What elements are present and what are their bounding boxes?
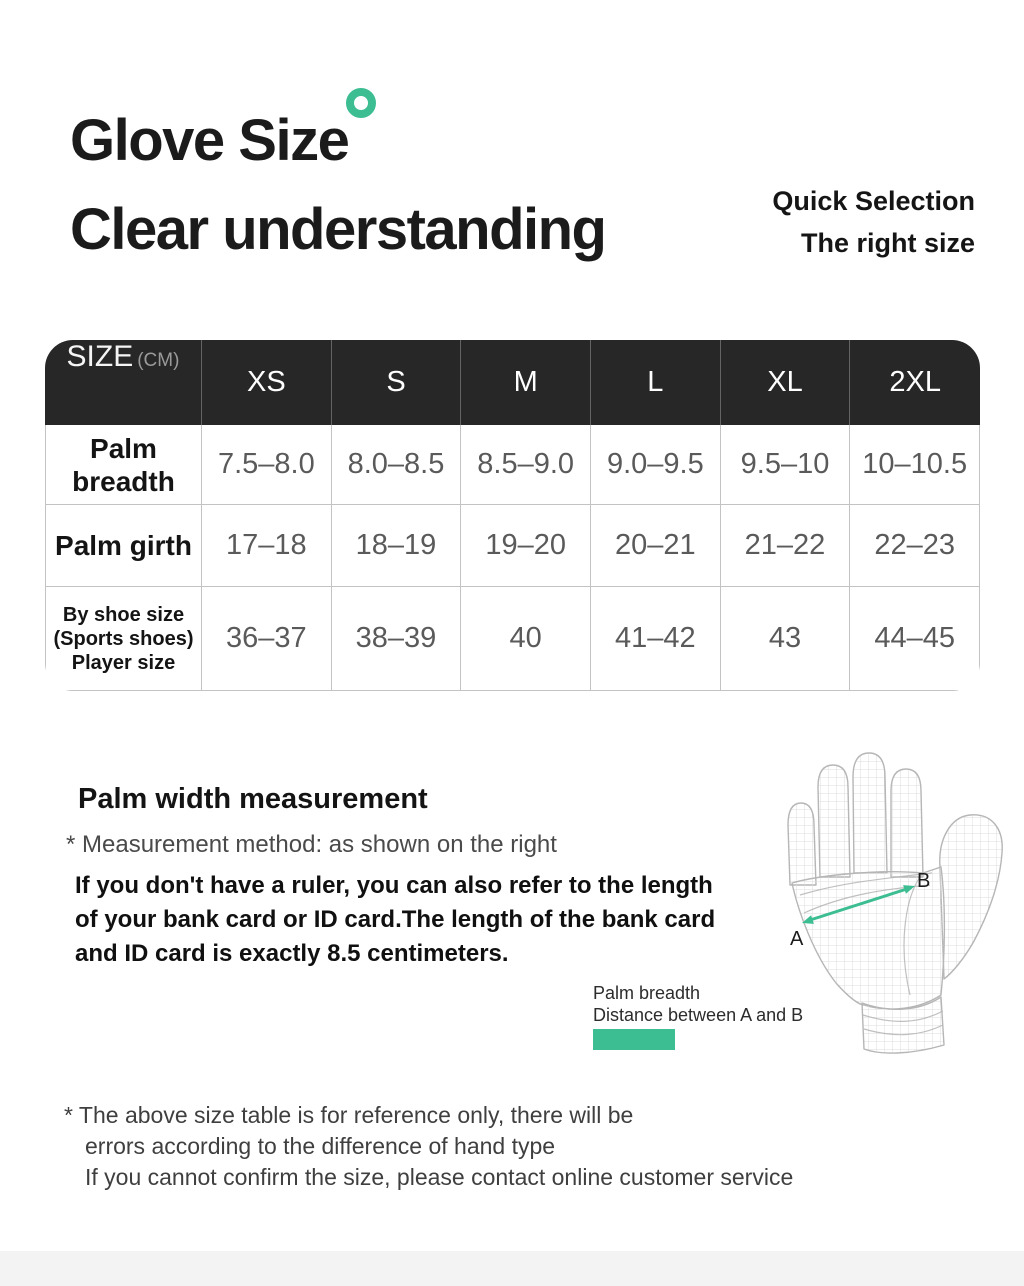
measurement-body — [75, 869, 715, 971]
size-label: SIZE — [66, 340, 134, 373]
tagline — [772, 180, 975, 264]
column-header-xs: XS — [202, 340, 332, 425]
tagline-line1: Quick Selection — [772, 186, 975, 216]
row-label-line: Palm girth — [55, 530, 192, 561]
footer-strip — [0, 1251, 1024, 1286]
table-cell: 10–10.5 — [850, 425, 980, 505]
table-cell: 8.0–8.5 — [332, 425, 462, 505]
figure-caption-line2: Distance between A and B — [593, 1005, 804, 1025]
table-cell: 8.5–9.0 — [461, 425, 591, 505]
figure-caption-line1: Palm breadth — [593, 983, 701, 1003]
table-cell: 9.0–9.5 — [591, 425, 721, 505]
row-label-palm-girth — [45, 505, 202, 587]
measurement-body-line1: If you don't have a ruler, you can also refer to the length — [75, 872, 713, 899]
legend-color-swatch — [593, 1029, 675, 1050]
row-label-line: Player size — [71, 651, 176, 674]
page-title-line2: Clear understanding — [70, 197, 606, 262]
disclaimer — [64, 1100, 793, 1193]
figure-caption — [593, 982, 803, 1026]
column-header-l: L — [591, 340, 721, 425]
column-header-2xl: 2XL — [850, 340, 980, 425]
tagline-line2: The right size — [800, 228, 975, 258]
measurement-note: * Measurement method: as shown on the right — [66, 831, 557, 858]
table-cell: 21–22 — [721, 505, 851, 587]
row-label-palm-breadth — [45, 425, 202, 505]
table-cell: 17–18 — [202, 505, 332, 587]
size-table — [45, 340, 980, 691]
column-header-m: M — [461, 340, 591, 425]
measurement-body-line2: of your bank card or ID card.The length of the bank card — [75, 906, 716, 933]
hand-wireframe-svg — [780, 745, 1015, 1055]
column-header-s: S — [332, 340, 462, 425]
size-table-grid — [45, 340, 980, 691]
hand-wireframe-illustration — [780, 745, 1015, 1055]
size-table-corner-cell — [45, 340, 202, 425]
page-title-line1: Glove Size — [70, 108, 349, 173]
table-cell: 40 — [461, 587, 591, 691]
row-label-line: (Sports shoes) — [53, 627, 194, 650]
row-label-shoe-size — [45, 587, 202, 691]
table-cell: 9.5–10 — [721, 425, 851, 505]
page-title — [70, 96, 605, 274]
disclaimer-line2: errors according to the difference of hand type — [85, 1133, 556, 1159]
table-cell: 19–20 — [461, 505, 591, 587]
table-cell: 18–19 — [332, 505, 462, 587]
table-cell: 22–23 — [850, 505, 980, 587]
row-label-line: breadth — [72, 465, 175, 497]
disclaimer-line1: * The above size table is for reference only, there will be — [64, 1102, 634, 1128]
table-cell: 44–45 — [850, 587, 980, 691]
green-ring-icon — [346, 88, 376, 118]
point-a-label: A — [790, 928, 804, 950]
column-header-xl: XL — [721, 340, 851, 425]
measurement-heading: Palm width measurement — [78, 783, 428, 815]
point-b-label: B — [917, 870, 931, 892]
row-label-line: By shoe size — [62, 603, 185, 626]
table-cell: 38–39 — [332, 587, 462, 691]
table-cell: 20–21 — [591, 505, 721, 587]
size-unit-label: (CM) — [137, 350, 180, 371]
row-label-line: Palm — [90, 432, 157, 464]
disclaimer-line3: If you cannot confirm the size, please contact online customer service — [85, 1164, 794, 1190]
table-cell: 43 — [721, 587, 851, 691]
table-cell: 36–37 — [202, 587, 332, 691]
measurement-body-line3: and ID card is exactly 8.5 centimeters. — [75, 940, 509, 967]
table-cell: 41–42 — [591, 587, 721, 691]
table-cell: 7.5–8.0 — [202, 425, 332, 505]
